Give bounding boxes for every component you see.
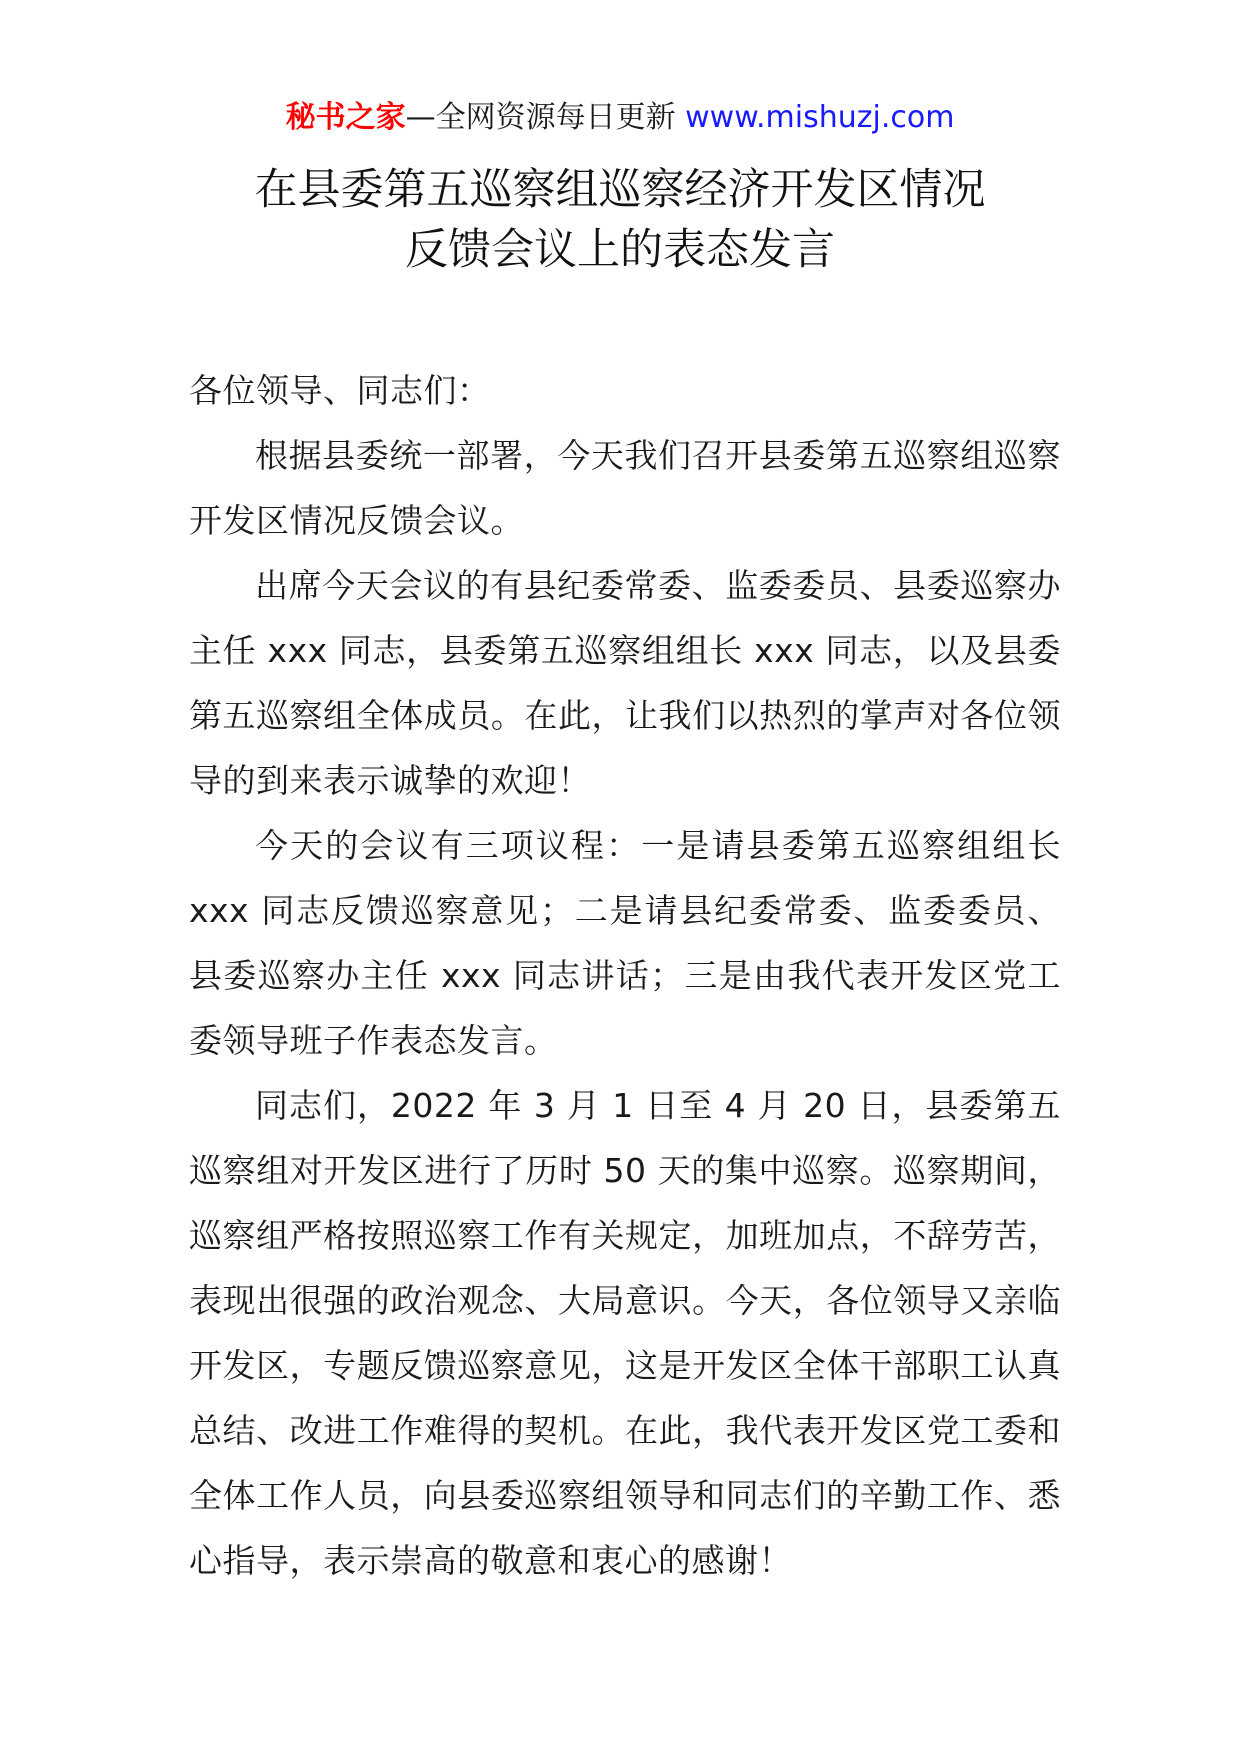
- site-link[interactable]: www.mishuzj.com: [685, 100, 955, 135]
- title-line-2: 反馈会议上的表态发言: [405, 225, 835, 275]
- paragraph-3: 今天的会议有三项议程：一是请县委第五巡察组组长 xxx 同志反馈巡察意见；二是请县纪委常委、监委委员、县委巡察办主任 xxx 同志讲话；三是由我代表开发区党工委领导班子作表态发言。: [189, 826, 1061, 1060]
- watermark-header: [0, 98, 1240, 138]
- document-body: [189, 358, 1061, 1593]
- document-title: [0, 160, 1240, 280]
- paragraph-2: 出席今天会议的有县纪委常委、监委委员、县委巡察办主任 xxx 同志，县委第五巡察组组长 xxx 同志，以及县委第五巡察组全体成员。在此，让我们以热烈的掌声对各位领导的到来表示诚挚的欢迎！: [189, 566, 1061, 800]
- title-line-1: 在县委第五巡察组巡察经济开发区情况: [254, 165, 986, 215]
- brand-name: 秘书之家: [285, 100, 406, 135]
- header-slogan: —全网资源每日更新: [405, 100, 686, 135]
- paragraph-4: 同志们，2022 年 3 月 1 日至 4 月 20 日，县委第五巡察组对开发区进行了历时 50 天的集中巡察。巡察期间，巡察组严格按照巡察工作有关规定，加班加点，不辞劳苦，表现出很强的政治观念、大局意识。今天，各位领导又亲临开发区，专题反馈巡察意见，这是开发区全体干部职工认真总结、改进工作难得的契机。在此，我代表开发区党工委和全体工作人员，向县委巡察组领导和同志们的辛勤工作、悉心指导，表示崇高的敬意和衷心的感谢！: [189, 1086, 1061, 1580]
- salutation: 各位领导、同志们：: [189, 371, 491, 410]
- paragraph-1: 根据县委统一部署，今天我们召开县委第五巡察组巡察开发区情况反馈会议。: [189, 436, 1061, 540]
